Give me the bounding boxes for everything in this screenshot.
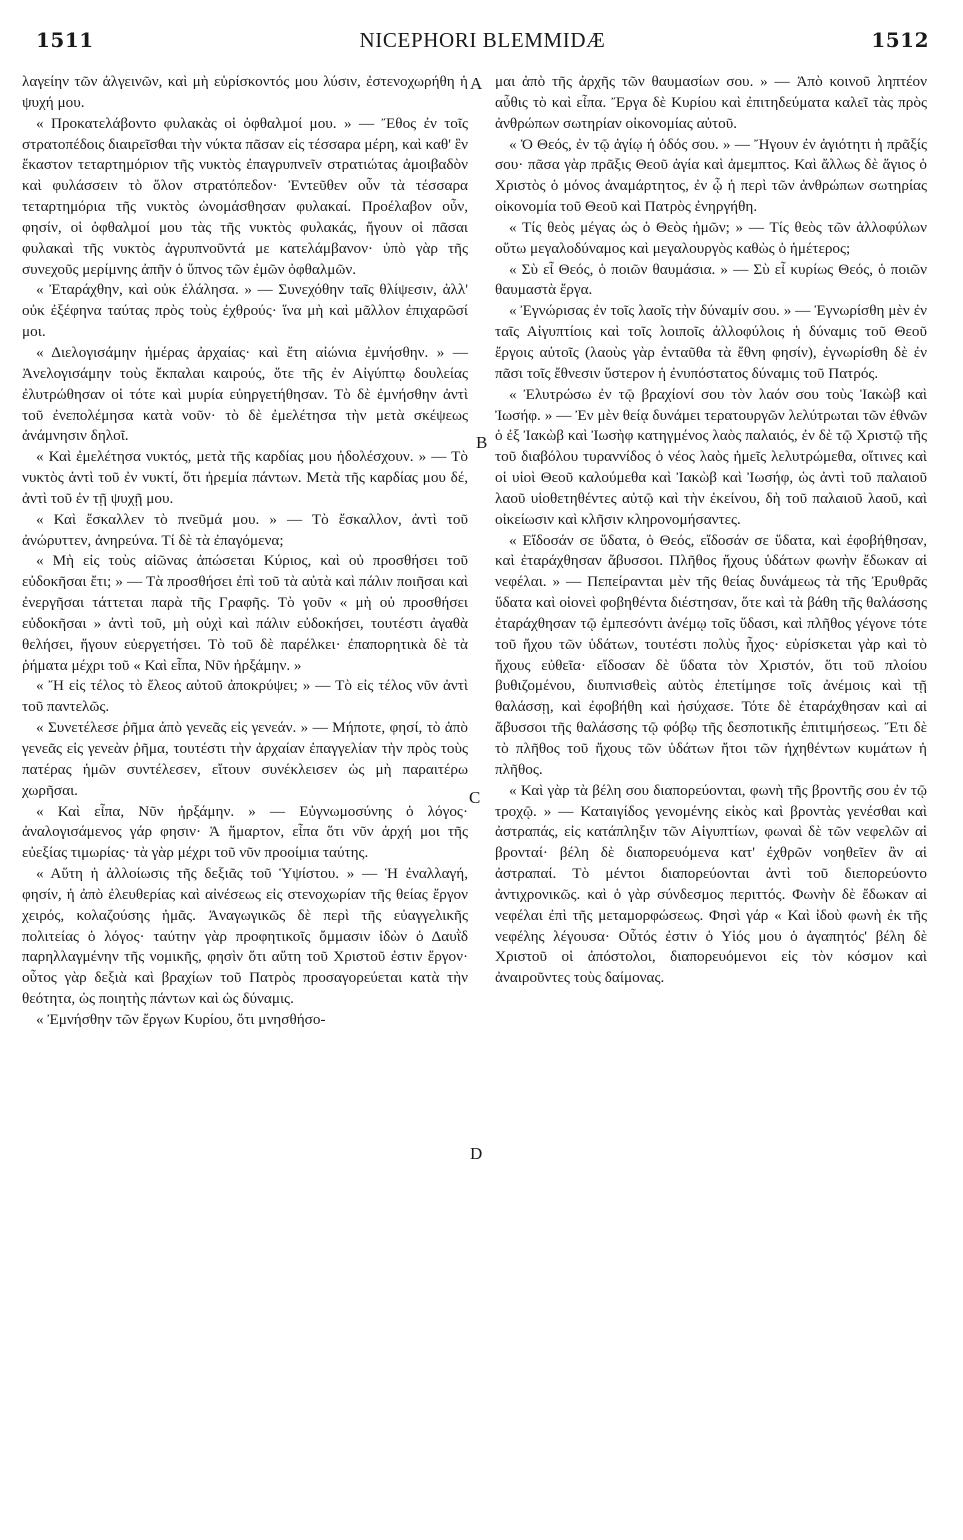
margin-letter-c: C (469, 788, 481, 807)
paragraph: « Καὶ ἔσκαλλεν τὸ πνεῦμά μου. » — Τὸ ἔσκαλλον, ἀντὶ τοῦ ἀνώρυττεν, ἀνηρεύνα. Τί δὲ τὰ ἐπαγόμενα; (22, 510, 468, 549)
paragraph: λαγείην τῶν ἀλγεινῶν, καὶ μὴ εὑρίσκοντός μου λύσιν, ἐστενοχωρήθη ἡ ψυχή μου. (22, 73, 468, 111)
paragraph: « Καὶ ἐμελέτησα νυκτός, μετὰ τῆς καρδίας μου ἠδολέσχουν. » — Τὸ νυκτὸς ἀντὶ τοῦ ἐν νυκτί, ὅτι ἠρεμία πάντων. Μετὰ τῆς καρδίας μου δέ, ἀντὶ τοῦ ἐν τῇ ψυχῇ μου. (22, 448, 468, 507)
paragraph: « Ἐμνήσθην τῶν ἔργων Κυρίου, ὅτι μνησθήσο- (36, 1010, 326, 1028)
paragraph: « Ἐγνώρισας ἐν τοῖς λαοῖς τὴν δύναμίν σου. » — Ἐγνωρίσθη μὲν ἐν ταῖς Αἰγυπτίοις καὶ τοῖς λοιποῖς ἀλλοφύλοις ἡ δύναμις τοῦ Θεοῦ ἔργοις αὐτοῖς (λαοὺς γὰρ ἐνταῦθα τὰ ἔθνη φησίν), ἐγνωρίσθη δὲ ἐν πᾶσι τοῖς ἔθνεσιν ὕστερον ἡ ἐνυπόστατος δύναμις τοῦ Πατρός. (495, 302, 927, 382)
paragraph: « Ὁ Θεός, ἐν τῷ ἁγίῳ ἡ ὁδός σου. » — Ἤγουν ἐν ἁγιότητι ἡ πρᾶξίς σου· πᾶσα γὰρ πρᾶξις Θεοῦ ἁγία καὶ ἀμεμπτος. Καὶ ἄλλως δὲ ἅγιος ὁ Χριστὸς ὁ μόνος ἀναμάρτητος, ἐν ᾧ ἡ περὶ τῶν ἀνθρώπων σωτηρίας οἰκονομία τοῦ Θεοῦ καὶ Πατρὸς ἐνηργήθη. (495, 135, 927, 216)
paragraph: « Αὕτη ἡ ἀλλοίωσις τῆς δεξιᾶς τοῦ Ὑψίστου. » — Ἡ ἐναλλαγή, φησίν, ἡ ἀπὸ ἐλευθερίας καὶ αἰνέσεως εἰς στενοχωρίαν τῆς θείας ἔργον χειρός, κολαζούσης ἡμᾶς. Ἀναγωγικῶς δὲ περὶ τῆς εὐαγγελικῆς πολιτείας ὁ λόγος· ταύτην γὰρ προφητικοῖς ὄμμασιν ἰδὼν ὁ Δαυῒδ παρηλλαγμένην τῆς νομικῆς, φησὶν ὅτι αὕτη τοῦ Χριστοῦ ἐστιν ἔργον· οὗτος γὰρ δεξιὰ καὶ βραχίων τοῦ Πατρὸς προσαγορεύεται κατὰ τὴν θεότητα, ὡς ποιητὴς πάντων καὶ ὡς δύναμις. (22, 865, 468, 1008)
paragraph: « Συνετέλεσε ῥῆμα ἀπὸ γενεᾶς εἰς γενεάν. » — Μήποτε, φησί, τὸ ἀπὸ γενεᾶς εἰς γενεὰν ῥῆμα, τουτέστι τὴν ἀρχαίαν ἐπαγγελίαν τὴν πρὸς τοὺς πατέρας ἡμῶν συντέλεσεν, εἴτουν συνέκλεισεν ὡς μὴ παραιτέρω χωρῆσαι. (22, 719, 468, 799)
margin-letter-b: B (476, 433, 488, 452)
margin-letter-d: D (470, 1144, 483, 1163)
paragraph: « Καὶ εἶπα, Νῦν ἠρξάμην. » — Εὐγνωμοσύνης ὁ λόγος· ἀναλογισάμενος γάρ φησιν· Ἁ ἥμαρτον, εἶπα ὅτι νῦν ἀρχή μοι τῆς εὐεξίας τιμωρίας· τὰ γὰρ μέχρι τοῦ νῦν προοίμια ταύτης. (22, 802, 468, 862)
page-header (36, 28, 929, 62)
right-column (495, 72, 927, 989)
paragraph: « Εἴδοσάν σε ὕδατα, ὁ Θεός, εἴδοσάν σε ὕδατα, καὶ ἐφοβήθησαν, καὶ ἐταράχθησαν ἄβυσσοι. Πλῆθος ἤχους ὑδάτων φωνὴν ἔδωκαν αἱ νεφέλαι. » — Πεπείρανται μὲν τῆς θείας δυνάμεως τὰ τῆς Ἐρυθρᾶς ὕδατα καὶ οἱονεὶ φοβηθέντα διέστησαν, ὅτε καὶ τὰ βάθη τῆς θαλάσσης ἐταράχθησαν τῷ ἐμπεσόντι ἀνέμῳ τοῖς ὕδασι, καὶ πλῆθος γέγονε τότε τοῦ ἤχου τῶν ὑδάτων, τουτέστι πολὺς ἦχος· εὑρίσκεται γὰρ καὶ τὸ ἤχους εὐθεῖα· εἴδοσαν δὲ ὕδατα τὸν Χριστόν, ὅτι τοῦ πλοίου βυθιζομένου, διυπνισθεὶς αὐτὸς ἐπετίμησε τοῖς ἀνέμοις καὶ τῇ θαλάσσῃ, καὶ ἐφοβήθη καὶ ἡσύχασε. Τότε δὲ ἐταράχθησαν καὶ αἱ ἄβυσσοι τῆς θαλάσσης τῷ φόβῳ τῆς δεσποτικῆς ἐπιτιμήσεως. Ἔτι δὲ τὸ πλῆθος τοῦ ἤχους τῶν ὑδάτων ἤτοι τῶν ἠχηθέντων κυμάτων ἡ πλῆθος. (495, 531, 927, 778)
paragraph: « Μὴ εἰς τοὺς αἰῶνας ἀπώσεται Κύριος, καὶ οὐ προσθήσει τοῦ εὐδοκῆσαι ἔτι; » — Τὰ προσθήσει ἐπὶ τοῦ τὰ αὐτὰ καὶ πάλιν ποιῆσαι καὶ ἐνεργῆσαι τάττεται παρὰ τῆς Γραφῆς. Τὸ γοῦν « μὴ οὐ προσθήσει εὐδοκῆσαι » ἀντὶ τοῦ, μὴ οὐχὶ καὶ πάλιν εὐδοκήσει, τουτέστι ἀγαθὰ θελήσει, ἤγουν εὐεργετήσει. Τὸ τοῦ δὲ παρέλκει· ἐπαπορητικὰ δὲ τὰ ῥήματα μέχρι τοῦ « Καὶ εἶπα, Νῦν ἠρξάμην. » (22, 552, 468, 674)
paragraph: « Ἐταράχθην, καὶ οὐκ ἐλάλησα. » — Συνεχόθην ταῖς θλίψεσιν, ἀλλ' οὐκ ἐξέφηνα ταύτας πρὸς τοὺς ἐχθρούς· ἵνα μὴ καὶ μᾶλλον ἐπιχαρῶσί μοι. (22, 281, 468, 341)
paragraph: « Προκατελάβοντο φυλακὰς οἱ ὀφθαλμοί μου. » — Ἔθος ἐν τοῖς στρατοπέδοις διαιρεῖσθαι τὴν νύκτα πᾶσαν εἰς τέσσαρα μέρη, καὶ καθ' ἓν ἕκαστον τεταρτημόριον τῆς νυκτὸς ἐπαγρυπνεῖν στρατιώτας ἀμοιβαδὸν καὶ φυλάσσειν τὸ ὅλον στρατόπεδον· Ἐντεῦθεν οὖν τὰ τέσσαρα τεταρτημόρια τῆς νυκτὸς ὠνομάσθησαν φυλακαί. Προέλαβον οὖν, φησίν, οἱ ὀφθαλμοί μου τὰς τῆς νυκτὸς φυλακάς, ἤγουν οἱ πᾶσαι φυλακαὶ τῆς νυκτὸς ἀγρυπνοῦντά με κατελάμβανον· ὑπὸ γὰρ τῆς συνεχοῦς μερίμνης ἀπῆν ὁ ὕπνος τῶν ἐμῶν ὀφθαλμῶν. (22, 114, 468, 278)
left-column (22, 72, 468, 1031)
page-number-right: 1512 (871, 28, 929, 52)
paragraph: « Ἐλυτρώσω ἐν τῷ βραχίονί σου τὸν λαόν σου τοὺς Ἰακὼβ καὶ Ἰωσήφ. » — Ἐν μὲν θείᾳ δυνάμει τερατουργῶν λελύτρωται τῶν ἐθνῶν ὁ ἐξ Ἰακὼβ καὶ Ἰωσὴφ κατηγμένος λαὸς παλαιός, ἐν δὲ τῷ Χριστῷ τῆς τοῦ διαβόλου τυραννίδος ὁ νέος λαὸς ἡμεῖς λελυτρώμεθα, οἵτινες καὶ οἱ υἱοὶ Θεοῦ καλούμεθα καὶ Ἰακὼβ καὶ Ἰωσήφ, ὡς ἀντὶ τοῦ παλαιοῦ λαοῦ υἱοθετηθέντες αὐτῷ καὶ τὴν ἐκείνου, δὴ τοῦ παλαιοῦ λαοῦ, καὶ οἰκείωσιν καὶ κλῆσιν κληρονομήσαντες. (495, 385, 927, 528)
running-title: NICEPHORI BLEMMIDÆ (359, 28, 606, 52)
paragraph: μαι ἀπὸ τῆς ἀρχῆς τῶν θαυμασίων σου. » — Ἀπὸ κοινοῦ ληπτέον αὖθις τὸ καὶ εἶπα. Ἔργα δὲ Κυρίου καὶ ἐπιτηδεύματα καλεῖ τὰς πρὸς ἀνθρώπων σωτηρίαν οἰκονομίας αὐτοῦ. (495, 73, 927, 132)
paragraph: « Σὺ εἶ Θεός, ὁ ποιῶν θαυμάσια. » — Σὺ εἶ κυρίως Θεός, ὁ ποιῶν θαυμαστὰ ἔργα. (495, 260, 927, 299)
page-number-left: 1511 (36, 28, 94, 52)
paragraph: « Ἤ εἰς τέλος τὸ ἔλεος αὐτοῦ ἀποκρύψει; » — Τὸ εἰς τέλος νῦν ἀντὶ τοῦ παντελῶς. (22, 677, 468, 716)
paragraph: « Διελογισάμην ἡμέρας ἀρχαίας· καὶ ἔτη αἰώνια ἐμνήσθην. » — Ἀνελογισάμην τοὺς ἔκπαλαι καιρούς, ὅτε τῆς ἐν Αἰγύπτῳ δουλείας ἐλυτρώθησαν οἱ τότε καὶ μυρία εὐηργετήθησαν. Τὸ δὲ ἐμνήσθην ἀντὶ τοῦ ἐνεπολέμησα κατὰ νοῦν· τὸ δὲ ἐμελέτησα τὴν μετὰ σκέψεως ἀνάμνησιν δηλοῖ. (22, 343, 468, 445)
margin-letter-a: A (470, 74, 483, 93)
paragraph: « Τίς θεὸς μέγας ὡς ὁ Θεὸς ἡμῶν; » — Τίς θεὸς τῶν ἀλλοφύλων οὕτω μεγαλοδύναμος καὶ μεγαλουργὸς καθὼς ὁ ἡμέτερος; (495, 218, 927, 257)
paragraph: « Καὶ γὰρ τὰ βέλη σου διαπορεύονται, φωνὴ τῆς βροντῆς σου ἐν τῷ τροχῷ. » — Καταιγίδος γενομένης εἰκὸς καὶ βροντὰς γενέσθαι καὶ ἀστραπάς, εἰς κατάπληξιν τῶν Αἰγυπτίων, φωναὶ δὲ τῶν νεφελῶν αἱ βρονταί· βέλη δὲ διαπορευόμενα κατ' ἐχθρῶν νοηθεῖεν ἂν αἱ ἀστραπαί. Τὸ μέντοι διαπορεύονται ἀντὶ τοῦ διεπορεύοντο ἀντιχρονικῶς. καὶ ὁ γὰρ σύνδεσμος περιττός. Φωνὴν δὲ ἔδωκαν αἱ νεφέλαι ἐπὶ τῆς μεταμορφώσεως. Φησὶ γάρ « Καὶ ἰδοὺ φωνὴ ἐκ τῆς νεφέλης λέγουσα· Οὗτός ἐστιν ὁ Υἱός μου ὁ ἀγαπητός' βέλη δὲ Χριστοῦ οἱ ἀπόστολοι, διαπορευόμενοι εἰς τὸν κόσμον καὶ ἀναιροῦντες τοὺς δαίμονας. (495, 781, 927, 987)
